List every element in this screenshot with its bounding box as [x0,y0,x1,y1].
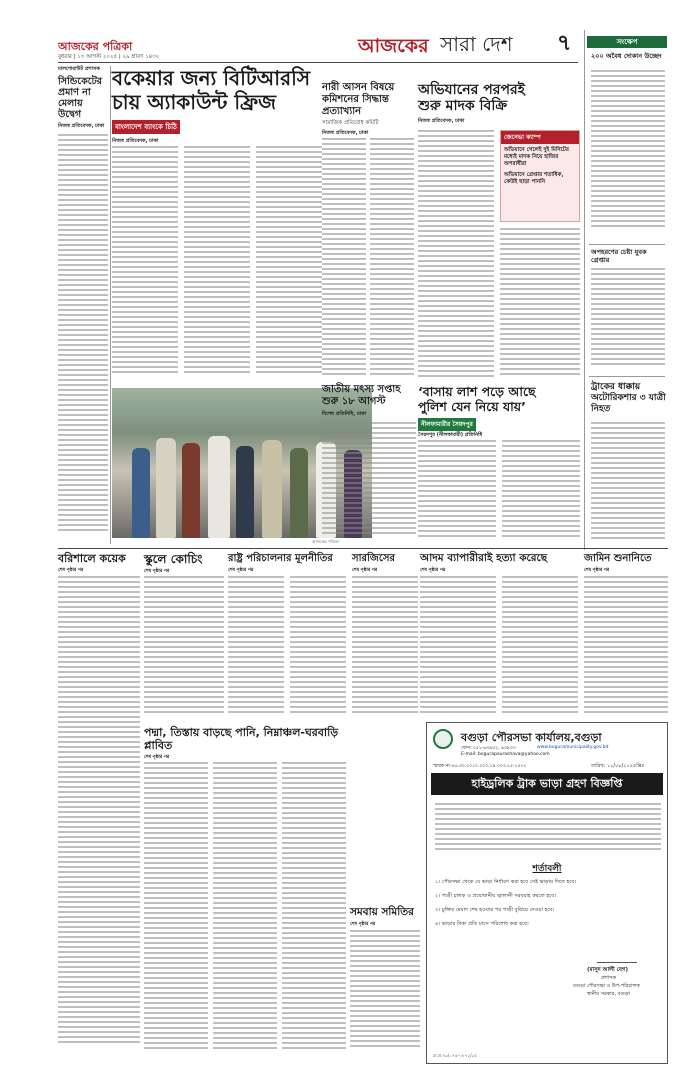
left-story [58,66,108,546]
lower-story-7 [144,726,346,1056]
sidebar-item-1-title: ২০০ অবৈধ দোকান উচ্ছেদ [591,52,662,60]
ad-signer-office: বগুড়া পৌরসভা ও উপ-পরিচালক [573,983,640,989]
body-headline-line1: ‘বাসায় লাশ পড়ে আছে [418,384,536,399]
lead-byline: নিজস্ব প্রতিবেদক, ঢাকা [112,138,159,144]
lead-headline-line1: বকেয়ার জন্য বিটিআরসি [112,66,311,90]
fish-story [322,384,416,544]
lower-story-6-title: জামিন শুনানিতে [584,553,652,564]
body-byline: সৈয়দপুর (নীলফামারী) প্রতিনিধি [418,432,483,438]
ad-signer-office-2: স্থানীয় সরকার, বগুড়া [587,991,630,997]
lead-photo-caption: আজকের পত্রিকা [312,539,339,544]
date-line: বুধবার | ১৩ আগস্ট ২০২৫ | ২৯ শ্রাবণ ১৪৩২ [58,54,160,60]
ad-date: তারিখ: ১১/০৮/২০২৫খ্রিঃ [591,763,645,769]
lower-story-5-cont: শেষ পৃষ্ঠার পর [420,568,446,573]
left-story-headline: সিন্ডিকেটের প্রমাণ না মেলায় উদ্বেগ [58,76,102,120]
lower-story-1-title: বরিশালে কয়েক [58,552,126,565]
lower-story-7-title: পদ্মা, তিস্তায় বাড়ছে পানি, নিম্নাঞ্চল-ঘরবাড়ি প্লাবিত [144,726,339,752]
paper-name: আজকের পত্রিকা [58,40,133,53]
lower-story-4-cont: শেষ পৃষ্ঠার পর [352,568,378,573]
ad-conditions-title: শর্তাবলী [532,864,562,874]
body-story [418,384,580,544]
fish-headline: জাতীয় মৎস্য সপ্তাহ শুরু ১৮ আগস্ট [322,384,401,407]
drugs-headline-line1: অভিযানের পরপরই [418,82,525,98]
lower-story-1-cont: শেষ পৃষ্ঠার পর [58,568,84,573]
ad-condition-3: ৩। চুক্তির মেয়াদ শেষ হওয়ার পর গাড়ী বুঝিয়ে দেওয়া হবে। [435,907,555,913]
drugs-byline: নিজস্ব প্রতিবেদক, ঢাকা [418,118,465,124]
sidebar [584,30,668,550]
ad-logo-icon [433,729,453,749]
drugs-box-title: জেনেভা ক্যাম্প [501,131,579,144]
commission-subline: সামাজিক প্রতিরোধ কমিটি [322,120,379,126]
ad-website[interactable]: www.boguramunicipality.gov.bd [537,745,609,750]
commission-story [322,82,416,382]
lower-story-7-cont: শেষ পৃষ্ঠার পর [144,755,170,760]
ad-condition-4: ৪। ভাড়ার টাকা প্রতি মাসে পরিশোধ করা হবে। [435,921,529,927]
section-title: সারা দেশ [440,32,513,56]
lower-story-6 [584,552,668,722]
ad-title: হাইড্রলিক ট্রাক ভাড়া গ্রহণ বিজ্ঞপ্তি [431,773,663,795]
lower-story-4-title: সারজিসের [352,553,395,564]
drugs-box-item-2: অভিযানে গ্রেপ্তার শতাধিক, কেউই ছাড়া পাননি [504,172,564,185]
lower-story-6-cont: শেষ পৃষ্ঠার পর [584,568,610,573]
ad-signer-name: (মাসুদ আলী বেগ) [587,967,629,973]
lower-story-8-title: সমবায় সমিতির [350,906,414,918]
ad-condition-2: ২। গাড়ী চালক ও প্রয়োজনীয় জ্বালানী সরবরাহ করতে হবে। [435,893,556,899]
drugs-info-box [500,130,580,222]
lower-story-3 [228,552,348,722]
lower-story-3-cont: শেষ পৃষ্ঠার পর [228,568,254,573]
lower-story-8-cont: শেষ পৃষ্ঠার পর [350,922,376,927]
commission-headline: নারী আসন বিষয়ে কমিশনের সিদ্ধান্ত প্রত্যাখ্যান [322,82,395,117]
body-tag: নীলফামারীর সৈয়দপুর [418,418,476,431]
ad-org-name: বগুড়া পৌরসভা কার্যালয়,বগুড়া [461,731,602,744]
lower-story-5-title: আদম ব্যাপারীরাই হত্যা করেছে [420,552,548,564]
lead-tag: বাংলাদেশ ব্যাংকে চিঠি [112,120,180,134]
ad-footer-code: রা:প্র:৭৯(১৭৫-০৮৭২/২৫ [433,1053,477,1058]
fish-byline: বিশেষ প্রতিনিধি, ঢাকা [322,411,367,417]
lower-story-2 [144,552,224,722]
ad-condition-1: ১। পৌরসভা থেকে যে ভাড়া নির্ধারণ করা হবে সেই ভাড়ায় দিতে হবে। [435,879,577,885]
left-story-kicker: মালশোরাউট প্রশাসক [58,66,100,72]
lead-headline-line2: চায় অ্যাকাউন্ট ফ্রিজ [112,90,276,114]
drugs-box-item-1: অভিযানে গেলেই দুই মিনিটের মধ্যেই মাদক নিয়ে হাজির অপরাধীরা [504,147,569,167]
left-story-byline: নিজস্ব প্রতিবেদক, ঢাকা [58,123,105,129]
lower-story-1 [58,552,140,1052]
sidebar-item-2-title: অপহরণের চেষ্টা যুবক গ্রেপ্তার [591,248,647,264]
advertisement [426,722,668,1064]
ad-memo: স্মারক নং-৪৬.৩০.১০১০.০০০.১৯.০০৩.২৫-১৫৭২ [433,764,527,769]
lower-story-4 [352,552,418,722]
ad-signer-title: প্রশাসক [601,975,616,981]
lower-story-2-cont: শেষ পৃষ্ঠার পর [144,569,170,574]
lower-story-5 [420,552,580,722]
page-number: ৭ [557,31,572,56]
commission-byline: নিজস্ব প্রতিবেদক, ঢাকা [322,130,369,136]
section-logo: আজকের [358,35,429,57]
lower-story-8 [350,906,420,1056]
drugs-story [418,82,580,382]
lower-story-3-title: রাষ্ট্র পরিচালনার মূলনীতির [228,553,333,564]
drugs-headline-line2: শুরু মাদক বিক্রি [418,98,508,114]
body-headline-line2: পুলিশ যেন নিয়ে যায়’ [418,399,526,414]
ad-phone: ফোন: ০৫১-৬৩৯৩২, ৬৩৯৩৩ [461,746,516,751]
sidebar-item-3-title: ট্রাকের ধাক্কায় অটোরিকশার ৩ যাত্রী নিহত [591,382,666,414]
ad-email[interactable]: E-mail: bogurapaurashava@yahoo.com [461,752,550,757]
sidebar-heading: সংক্ষেপ [587,36,667,48]
ad-signature-icon [597,951,637,963]
lower-story-2-title: স্কুলে কোচিং [144,552,203,566]
